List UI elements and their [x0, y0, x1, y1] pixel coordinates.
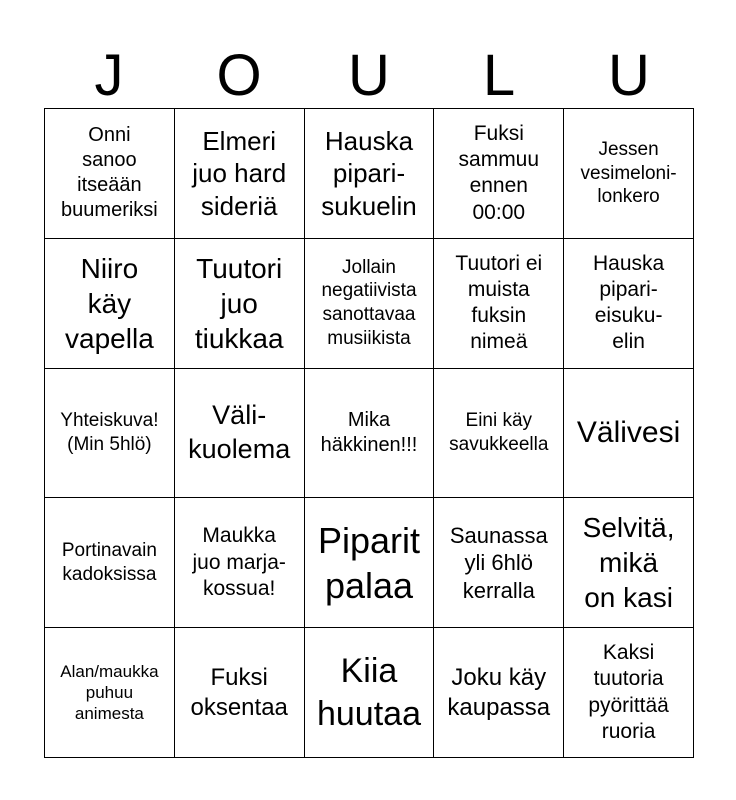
bingo-cell-2-3[interactable]: Jollain negatiivista sanottavaa musiikista: [305, 239, 435, 369]
bingo-cell-5-1[interactable]: Alan/maukka puhuu animesta: [45, 628, 175, 758]
bingo-grid: [44, 108, 694, 758]
header-letter-u2: U: [608, 43, 650, 108]
bingo-cell-1-1[interactable]: Onni sanoo itseään buumeriksi: [45, 109, 175, 239]
bingo-cell-2-4[interactable]: Tuutori ei muista fuksin nimeä: [434, 239, 564, 369]
bingo-cell-4-2[interactable]: Maukka juo marja- kossua!: [175, 498, 305, 628]
header-letter-u: U: [348, 43, 390, 108]
bingo-cell-5-5[interactable]: Kaksi tuutoria pyörittää ruoria: [564, 628, 694, 758]
bingo-cell-2-2[interactable]: Tuutori juo tiukkaa: [175, 239, 305, 369]
bingo-cell-2-5[interactable]: Hauska pipari- eisuku- elin: [564, 239, 694, 369]
header-letter-l: L: [482, 43, 516, 108]
bingo-cell-4-5[interactable]: Selvitä, mikä on kasi: [564, 498, 694, 628]
bingo-cell-1-5[interactable]: Jessen vesimeloni- lonkero: [564, 109, 694, 239]
header-letter-o: O: [216, 43, 262, 108]
bingo-cell-3-4[interactable]: Eini käy savukkeella: [434, 369, 564, 499]
bingo-cell-3-5[interactable]: Välivesi: [564, 369, 694, 499]
bingo-cell-3-1[interactable]: Yhteiskuva! (Min 5hlö): [45, 369, 175, 499]
bingo-cell-1-4[interactable]: Fuksi sammuu ennen 00:00: [434, 109, 564, 239]
bingo-cell-1-2[interactable]: Elmeri juo hard sideriä: [175, 109, 305, 239]
bingo-cell-2-1[interactable]: Niiro käy vapella: [45, 239, 175, 369]
bingo-cell-5-4[interactable]: Joku käy kaupassa: [434, 628, 564, 758]
bingo-cell-3-3[interactable]: Mika häkkinen!!!: [305, 369, 435, 499]
bingo-cell-4-1[interactable]: Portinavain kadoksissa: [45, 498, 175, 628]
bingo-cell-5-2[interactable]: Fuksi oksentaa: [175, 628, 305, 758]
bingo-cell-4-3[interactable]: Piparit palaa: [305, 498, 435, 628]
header-letter-j: J: [94, 43, 124, 108]
bingo-cell-4-4[interactable]: Saunassa yli 6hlö kerralla: [434, 498, 564, 628]
bingo-header: [44, 44, 694, 108]
bingo-cell-1-3[interactable]: Hauska pipari- sukuelin: [305, 109, 435, 239]
bingo-cell-5-3[interactable]: Kiia huutaa: [305, 628, 435, 758]
bingo-cell-3-2[interactable]: Väli- kuolema: [175, 369, 305, 499]
